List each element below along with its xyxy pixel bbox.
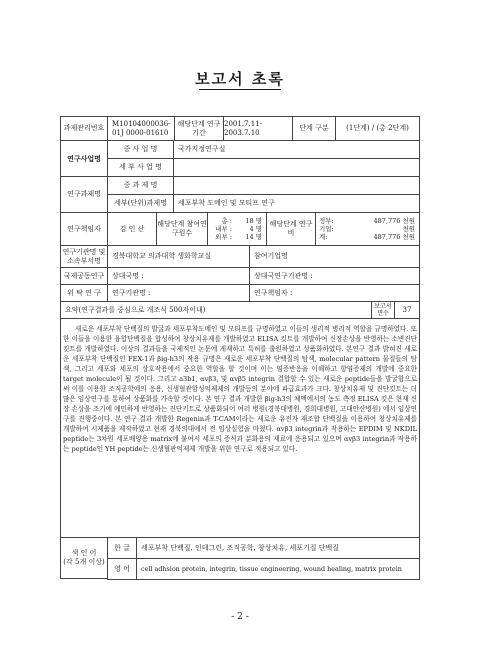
org-label: 연구기관명 및 소속부서명 bbox=[60, 245, 108, 268]
keywords-label-bottom: (각 5개 이상) bbox=[63, 558, 105, 566]
page-number: - 2 - bbox=[231, 612, 249, 622]
researchers-outer-label: 외부 : bbox=[215, 233, 232, 241]
abstract-paragraph: 새로운 세포부착 단백질의 발굴과 세포부착도메인 및 모티프를 규명하였고 이들의 생리적 병리적 역할을 규명하였다. 또한 이들을 이용한 융합단백질을 합성하여 창상치유제를 개발하였고 ELISA 킷트를 개발하여 신장손상을 반영하는 소변진단킷트를 개발하였다. 이상의 결과들을 국제적인 논문에 게재하고 특허를 출원하였고 상품화하였다. 본연구 결과 밝혀진 새로운 세포부착 단백질인 FEX-1과 βig-h3의 작용 규명은 새로운 세포부착 단백질의 탐색, molecular pattern 물질들의 탐색, 그리고 세포와 세포의 상호작용에서 중요한 역할을 할 것이며 이는 염증반응을 이해하고 항염증제의 개발에 중요한 target molecule이 될 것이다. 그리고 a3b1, αvβ3, 및 αvβ5 integrin 결합할 수 있는 새로운 peptide들을 발굴함으로써 이를 이용한 조직공학에의 응용, 신생혈관함성억제제의 개발등의 분야에 파급효과가 크다. 창상치유제 및 진단킷트는 더 많은 임상연구를 통하여 상품화를 가속할 것이다. 본 연구 결과 개발한 βig-h3의 체액에서의 농도 측정 ELISA 킷은 현재 신장 손상을 조기에 예민하게 반영하는 진단키트로 상품화되어 여러 병원(경북대병원, 경희대병원, 고대안산병원) 에서 임상연구를 진행중이다. 본 연구 결과 개발한 Regenin과 T-CAM이라는 새로운 유전자 재조합 단백질을 이용하여 창상치유제를 개발하여 시제품을 제작하였고 현재 경북의대에서 전 임상실험을 마쳤다. αvβ3 integrin과 작용하는 EPDIM 및 NKDIL peptide는 3차원 세포배양용 matrix에 붙여서 세포의 증식과 분화용의 재료에 응용되고 있으며 αvβ3 integrin과 작용하는 peptide인 YH peptide는 신생혈관억제제 개발을 위한 연구로 적용되고 있다. bbox=[63, 325, 417, 453]
keywords-label bbox=[60, 537, 108, 579]
pi-value: 김 인 산 bbox=[107, 212, 157, 246]
summary-label: 요약(연구결과를 중심으로 개조식 500자이내) bbox=[60, 301, 372, 319]
keywords-korean-label: 한 글 bbox=[107, 537, 137, 559]
cost-corp-label: 기업: bbox=[319, 225, 334, 233]
pi-label: 연구책임자 bbox=[60, 212, 108, 246]
mid-business-value: 국가지정연구실 bbox=[173, 140, 420, 159]
task-name-label: 연구과제명 bbox=[60, 176, 108, 213]
cost-values bbox=[315, 212, 420, 246]
org-value: 경북대학교 의과대학 생화학교실 bbox=[107, 245, 250, 268]
period-label: 해당단계 연구기간 bbox=[174, 116, 224, 141]
project-name-label: 연구사업명 bbox=[60, 140, 108, 177]
researchers-total-label: 총 : bbox=[221, 217, 232, 225]
researchers-label: 해당단계 참여연구원수 bbox=[156, 212, 208, 246]
researchers-counts bbox=[207, 212, 267, 246]
cost-gov-label: 정부: bbox=[319, 217, 334, 225]
researchers-total-value: 18 명 bbox=[245, 217, 262, 225]
period-value: 2001.7.11-2003.7.10 bbox=[223, 116, 293, 141]
intl-org-value: 상대국연구기관명 : bbox=[249, 267, 420, 285]
intl-value: 상대국명 : bbox=[107, 267, 250, 285]
keywords-english-label: 영 어 bbox=[107, 558, 137, 580]
researchers-inner-value: 4 명 bbox=[249, 225, 262, 233]
title-underline bbox=[199, 89, 281, 90]
cost-gov-value: 487,776 천원 bbox=[373, 217, 415, 225]
cost-total-value: 487,776 천원 bbox=[373, 233, 415, 241]
mid-task-value bbox=[173, 176, 420, 195]
cost-total-label: 계: bbox=[319, 233, 328, 241]
sub-business-value bbox=[173, 158, 420, 177]
report-title: 보고서 초록 bbox=[195, 70, 285, 88]
mid-task-label: 중 과 제 명 bbox=[107, 176, 174, 195]
researchers-outer-value: 14 명 bbox=[245, 233, 262, 241]
cost-corp-value: 천원 bbox=[402, 225, 415, 233]
keywords-english-value: cell adhsion protein, integrin, tissue engineering, wound healing, matrix protein bbox=[136, 558, 420, 580]
abstract-text bbox=[63, 324, 417, 454]
consign-pi-value: 연구책임자 : bbox=[249, 284, 420, 302]
stage-label: 단계 구분 bbox=[292, 116, 336, 141]
cost-label: 해당단계 연구비 bbox=[266, 212, 316, 246]
project-no-label: 과제관리번호 bbox=[60, 116, 108, 141]
keywords-korean-value: 세포부착 단백질, 인테그린, 조직공학, 창상치유, 세포기질 단백질 bbox=[136, 537, 420, 559]
project-no-value: M10104000036-01J 0000-01610 bbox=[107, 116, 175, 141]
pages-label: 보고서 면수 bbox=[371, 301, 395, 319]
sub-business-label: 세 부 사 업 명 bbox=[107, 158, 174, 177]
mid-business-label: 중 사 업 명 bbox=[107, 140, 174, 159]
consign-label: 위 탁 연 구 bbox=[60, 284, 108, 302]
sub-task-label: 세부(단위)과제명 bbox=[107, 194, 174, 213]
company-label: 참여기업명 bbox=[249, 245, 420, 268]
sub-task-value: 세포부착 도메인 및 모티프 연구 bbox=[173, 194, 420, 213]
researchers-inner-label: 내부 : bbox=[215, 225, 232, 233]
pages-value: 37 bbox=[394, 301, 420, 319]
keywords-label-top: 색 인 어 bbox=[71, 549, 97, 557]
intl-label: 국제공동연구 bbox=[60, 267, 108, 285]
stage-value: (1단계) / (총 2단계) bbox=[335, 116, 420, 141]
consign-value: 연구기관명 : bbox=[107, 284, 250, 302]
